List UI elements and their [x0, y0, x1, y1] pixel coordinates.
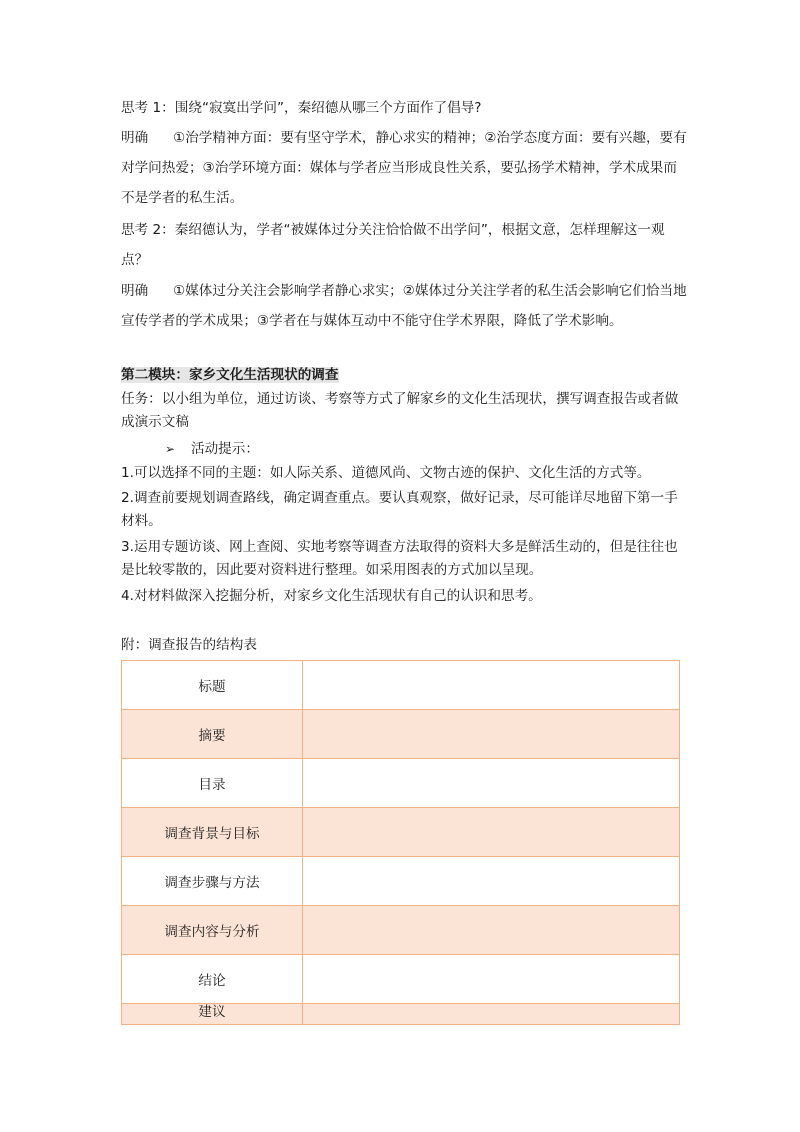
- tip-item-1: 1.可以选择不同的主题：如人际关系、道德风尚、文物古迹的保护、文化生活的方式等。: [121, 465, 651, 481]
- table-row: [122, 759, 680, 808]
- module2-heading: 第二模块：家乡文化生活现状的调查: [121, 367, 339, 383]
- think1-answer: [121, 123, 687, 213]
- appendix-title: 附：调查报告的结构表: [121, 637, 257, 653]
- table-row: [122, 808, 680, 857]
- think2-question: 思考 2：秦绍德认为，学者“被媒体过分关注恰恰做不出学问”，根据文意，怎样理解这一观点？: [121, 222, 665, 268]
- module2-task: 任务：以小组为单位，通过访谈、考察等方式了解家乡的文化生活现状，撰写调查报告或者做成演示文稿: [121, 391, 679, 430]
- row-label-steps: 调查步骤与方法: [122, 857, 303, 906]
- row-label-title: 标题: [122, 661, 303, 710]
- tips-title: 活动提示：: [191, 441, 259, 457]
- think1-answer-text: ①治学精神方面：要有坚守学术，静心求实的精神；②治学态度方面：要有兴趣，要有对学问热爱；③治学环境方面：媒体与学者应当形成良性关系，要弘扬学术精神，学术成果而不是学者的私生活。: [121, 130, 687, 206]
- table-row: [122, 955, 680, 1004]
- think1-answer-label: 明确: [121, 130, 149, 146]
- row-label-contents: 目录: [122, 759, 303, 808]
- table-row: [122, 661, 680, 710]
- row-content-cell: [303, 808, 680, 857]
- row-label-abstract: 摘要: [122, 710, 303, 759]
- tips-header: [121, 438, 687, 461]
- report-structure-table: [121, 660, 680, 1025]
- think2-answer-text: ①媒体过分关注会影响学者静心求实；②媒体过分关注学者的私生活会影响它们恰当地宣传学者的学术成果；③学者在与媒体互动中不能守住学术界限，降低了学术影响。: [121, 283, 687, 329]
- arrow-bullet-icon: ➢: [165, 442, 176, 456]
- tip-item-2: 2.调查前要规划调查路线，确定调查重点。要认真观察，做好记录，尽可能详尽地留下第一手材料。: [121, 490, 678, 529]
- row-content-cell: [303, 955, 680, 1004]
- row-label-content-analysis: 调查内容与分析: [122, 906, 303, 955]
- row-content-cell: [303, 710, 680, 759]
- row-content-cell: [303, 1004, 680, 1025]
- row-content-cell: [303, 661, 680, 710]
- row-label-conclusion: 结论: [122, 955, 303, 1004]
- think1-question: 思考 1：围绕“寂寞出学问”，秦绍德从哪三个方面作了倡导?: [121, 100, 482, 116]
- table-row: [122, 1004, 680, 1025]
- tip-item-4: 4.对材料做深入挖掘分析，对家乡文化生活现状有自己的认识和思考。: [121, 588, 542, 604]
- row-content-cell: [303, 759, 680, 808]
- table-row: [122, 906, 680, 955]
- tip-item-3: 3.运用专题访谈、网上查阅、实地考察等调查方法取得的资料大多是鲜活生动的，但是往往也是比较零散的，因此要对资料进行整理。如采用图表的方式加以呈现。: [121, 539, 678, 578]
- module2-heading-line: [121, 364, 687, 387]
- table-row: [122, 857, 680, 906]
- think2-answer: [121, 276, 687, 336]
- row-label-background: 调查背景与目标: [122, 808, 303, 857]
- row-content-cell: [303, 906, 680, 955]
- row-content-cell: [303, 857, 680, 906]
- table-row: [122, 710, 680, 759]
- think2-answer-label: 明确: [121, 283, 149, 299]
- row-label-suggestion: 建议: [122, 1004, 303, 1025]
